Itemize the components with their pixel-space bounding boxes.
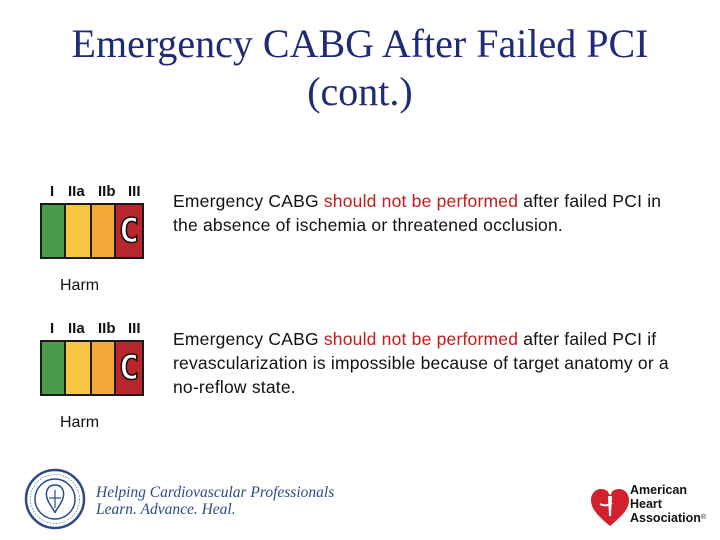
class-label-i: I (50, 183, 55, 200)
class-label-iib: IIb (98, 183, 116, 200)
highlight-text: should not be performed (323, 329, 519, 349)
acc-seal-icon (24, 468, 86, 530)
harm-label: Harm (60, 414, 100, 431)
level-of-evidence: C (118, 348, 140, 388)
class-iib-bar (92, 205, 116, 257)
recommendation-1-text (173, 189, 683, 237)
slide-title (0, 20, 720, 116)
class-label-i: I (50, 320, 55, 337)
class-iia-bar (66, 342, 92, 394)
aha-line-1: American (630, 483, 687, 497)
harm-label: Harm (60, 277, 100, 294)
text-part: Emergency CABG (173, 329, 324, 349)
class-label-iii: III (128, 183, 141, 200)
slide-title-line-2: (cont.) (307, 69, 413, 114)
class-label-iib: IIb (98, 320, 116, 337)
acc-tagline-line-1: Helping Cardiovascular Professionals (96, 484, 335, 501)
aha-line-3-text: Association (630, 511, 701, 525)
class-iii-bar (116, 342, 142, 394)
class-i-bar (42, 205, 66, 257)
class-label-iia: IIa (68, 320, 85, 337)
class-iii-bar (116, 205, 142, 257)
level-of-evidence: C (118, 211, 140, 251)
class-label-iii: III (128, 320, 141, 337)
text-part: after failed PCI if revascularization is impossible because of target anatomy or a no-reflow state. (173, 329, 669, 397)
aha-line-2: Heart (630, 497, 662, 511)
class-iib-bar (92, 342, 116, 394)
acc-tagline-line-2: Learn. Advance. Heal. (96, 501, 236, 518)
slide-title-line-1: Emergency CABG After Failed PCI (71, 21, 649, 66)
registered-mark: ® (700, 514, 707, 521)
aha-heart-torch-icon (588, 482, 632, 530)
class-i-bar (42, 342, 66, 394)
highlight-text: should not be performed (323, 191, 519, 211)
class-bars (40, 340, 144, 396)
aha-line-3 (630, 511, 706, 525)
text-part: after failed PCI in the absence of ischemia or threatened occlusion. (173, 191, 662, 235)
class-bars (40, 203, 144, 259)
aha-wordmark (630, 483, 706, 525)
class-label-iia: IIa (68, 183, 85, 200)
class-iia-bar (66, 205, 92, 257)
text-part: Emergency CABG (173, 191, 324, 211)
acc-tagline (96, 484, 334, 518)
recommendation-2-text (173, 327, 683, 399)
